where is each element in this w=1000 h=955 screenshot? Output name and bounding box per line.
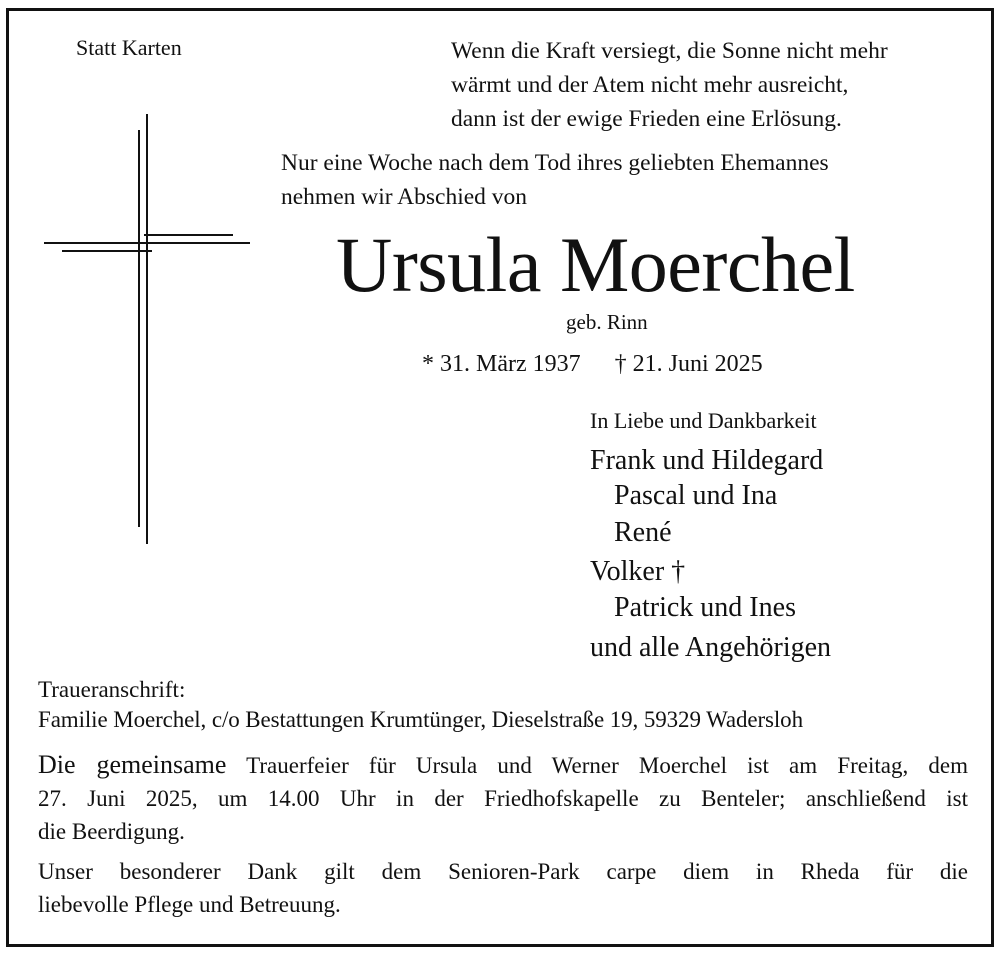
quote-line: wärmt und der Atem nicht mehr ausreicht, xyxy=(451,72,849,98)
ceremony-line xyxy=(38,748,968,782)
ceremony-line: die Beerdigung. xyxy=(38,819,185,844)
ceremony-lead: Die gemeinsame xyxy=(38,750,227,779)
mourner-name: Volker † xyxy=(590,556,686,587)
statt-karten-label: Statt Karten xyxy=(76,35,182,60)
intro-text xyxy=(281,146,981,214)
mourner-name: Frank und Hildegard xyxy=(590,445,824,476)
intro-line: nehmen wir Abschied von xyxy=(281,184,528,210)
life-dates xyxy=(422,350,763,379)
thanks-line: Unser besonderer Dank gilt dem Senioren-Park carpe diem in Rheda für die xyxy=(38,859,968,884)
intro-line: Nur eine Woche nach dem Tod ihres geliebten Ehemannes xyxy=(281,150,829,176)
mourning-address: Familie Moerchel, c/o Bestattungen Krumtünger, Dieselstraße 19, 59329 Wadersloh xyxy=(38,707,803,732)
ceremony-paragraph xyxy=(38,748,968,848)
cross-icon xyxy=(0,0,260,560)
birth-name: geb. Rinn xyxy=(566,310,648,334)
thanks-line: liebevolle Pflege und Betreuung. xyxy=(38,892,341,917)
mourner-name: und alle Angehörigen xyxy=(590,632,832,663)
memorial-quote xyxy=(451,34,971,136)
quote-line: dann ist der ewige Frieden eine Erlösung. xyxy=(451,106,842,132)
quote-line: Wenn die Kraft versiegt, die Sonne nicht mehr xyxy=(451,38,888,64)
ceremony-line: 27. Juni 2025, um 14.00 Uhr in der Friedhofskapelle zu Benteler; anschließend ist xyxy=(38,786,968,811)
ceremony-line-rest: Trauerfeier für Ursula und Werner Moerchel ist am Freitag, dem xyxy=(246,753,968,778)
death-date: † 21. Juni 2025 xyxy=(614,351,763,377)
closing-phrase: In Liebe und Dankbarkeit xyxy=(590,408,817,433)
mourner-name: René xyxy=(614,517,672,548)
thanks-paragraph xyxy=(38,855,968,921)
deceased-name: Ursula Moerchel xyxy=(336,221,855,308)
address-label: Traueranschrift: xyxy=(38,677,186,702)
birth-date: * 31. März 1937 xyxy=(422,351,581,377)
mourner-name: Patrick und Ines xyxy=(614,592,796,623)
mourner-name: Pascal und Ina xyxy=(614,480,778,511)
